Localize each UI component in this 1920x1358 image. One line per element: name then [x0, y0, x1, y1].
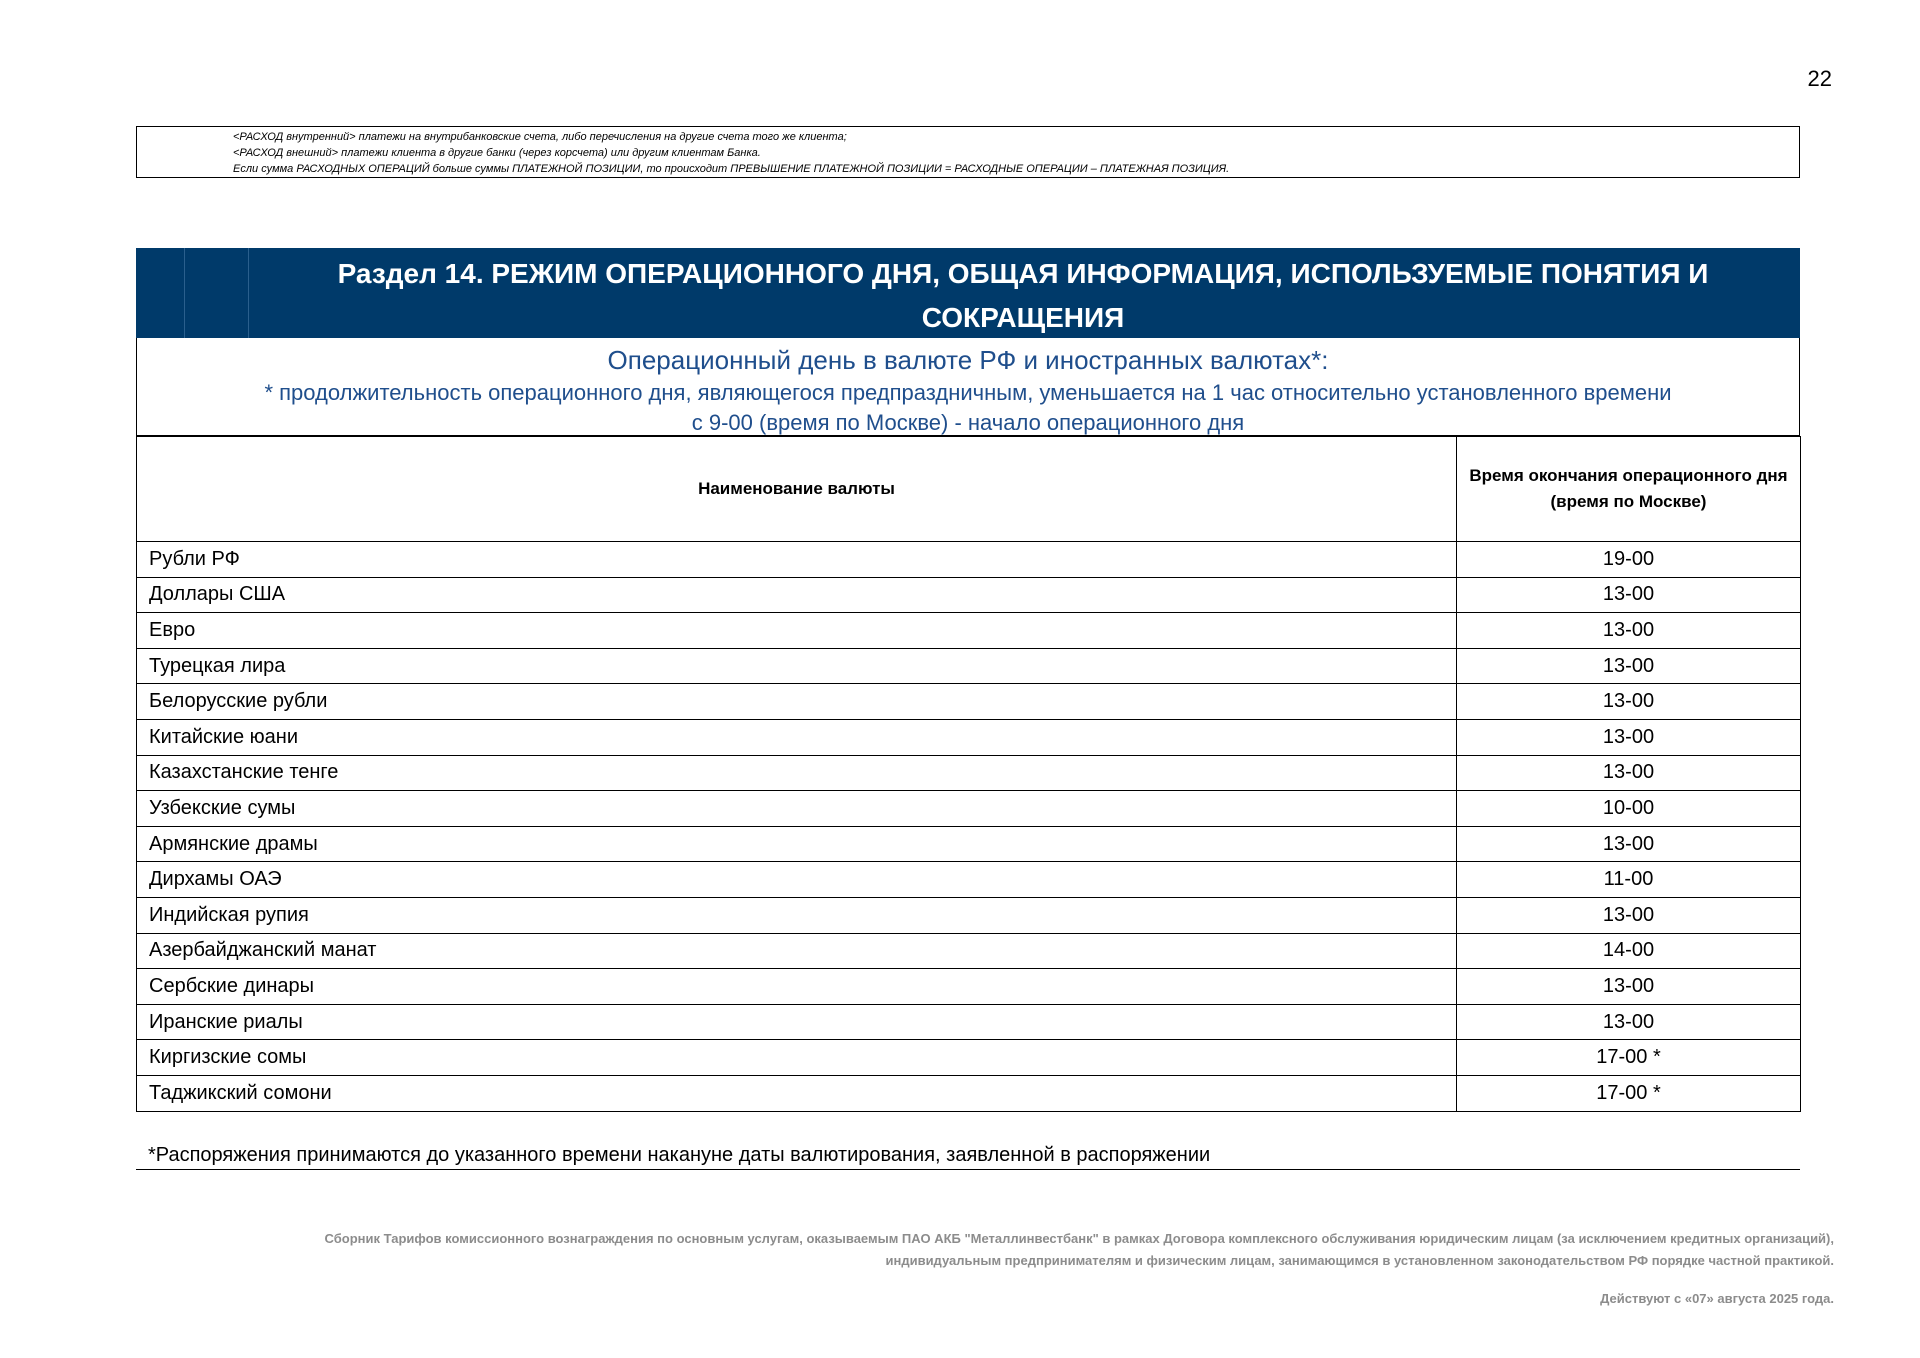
- footer-line2: индивидуальным предпринимателям и физическим лицам, занимающимся в установленном законодательством РФ порядке частной практикой.: [885, 1253, 1834, 1268]
- footer-valid-date: Действуют с «07» августа 2025 года.: [1600, 1291, 1834, 1306]
- section-subtitle: Операционный день в валюте РФ и иностранных валютах*:: [607, 345, 1329, 375]
- closing-time-cell: 13-00: [1457, 755, 1801, 791]
- closing-time-cell: 13-00: [1457, 897, 1801, 933]
- currency-name-cell: Узбекские сумы: [137, 791, 1457, 827]
- page-number: 22: [1807, 66, 1832, 91]
- table-row: [137, 791, 1801, 827]
- closing-time-cell: 17-00 *: [1457, 1040, 1801, 1076]
- currency-name-cell: Китайские юани: [137, 719, 1457, 755]
- currency-name-cell: Дирхамы ОАЭ: [137, 862, 1457, 898]
- footer-line1: Сборник Тарифов комиссионного вознаграждения по основным услугам, оказываемым ПАО АКБ "Металлинвестбанк" в рамках Договора комплексного обслуживания юридическим лицам (за исключением кредитных организаций),: [324, 1231, 1834, 1246]
- currency-name-cell: Казахстанские тенге: [137, 755, 1457, 791]
- closing-time-cell: 19-00: [1457, 542, 1801, 578]
- time-column-header: Время окончания операционного дня (время по Москве): [1457, 437, 1801, 542]
- closing-time-cell: 13-00: [1457, 1004, 1801, 1040]
- currency-name-cell: Белорусские рубли: [137, 684, 1457, 720]
- note-line: <РАСХОД внешний> платежи клиента в другие банки (через корсчета) или другим клиентам Банка.: [233, 147, 761, 159]
- closing-time-cell: 13-00: [1457, 577, 1801, 613]
- closing-time-cell: 17-00 *: [1457, 1075, 1801, 1111]
- table-row: [137, 862, 1801, 898]
- table-row: [137, 826, 1801, 862]
- table-row: [137, 542, 1801, 578]
- table-row: [137, 897, 1801, 933]
- section-subheader: [136, 338, 1800, 436]
- currency-name-cell: Иранские риалы: [137, 1004, 1457, 1040]
- table-row: [137, 1075, 1801, 1111]
- currency-name-cell: Киргизские сомы: [137, 1040, 1457, 1076]
- note-line: Если сумма РАСХОДНЫХ ОПЕРАЦИЙ больше суммы ПЛАТЕЖНОЙ ПОЗИЦИИ, то происходит ПРЕВЫШЕНИЕ ПЛАТЕЖНОЙ ПОЗИЦИИ = РАСХОДНЫЕ ОПЕРАЦИИ – ПЛАТЕЖНАЯ ПОЗИЦИЯ.: [233, 163, 1230, 175]
- table-row: [137, 969, 1801, 1005]
- closing-time-cell: 13-00: [1457, 613, 1801, 649]
- currency-name-cell: Евро: [137, 613, 1457, 649]
- closing-time-cell: 13-00: [1457, 719, 1801, 755]
- currency-name-cell: Армянские драмы: [137, 826, 1457, 862]
- currency-name-cell: Индийская рупия: [137, 897, 1457, 933]
- table-header-row: [137, 437, 1801, 542]
- table-row: [137, 577, 1801, 613]
- currency-column-header: Наименование валюты: [137, 437, 1457, 542]
- table-row: [137, 613, 1801, 649]
- closing-time-cell: 13-00: [1457, 648, 1801, 684]
- currency-name-cell: Таджикский сомони: [137, 1075, 1457, 1111]
- closing-time-cell: 14-00: [1457, 933, 1801, 969]
- notes-box: [136, 126, 1800, 178]
- table-row: [137, 755, 1801, 791]
- closing-time-cell: 13-00: [1457, 969, 1801, 1005]
- table-row: [137, 719, 1801, 755]
- closing-time-cell: 11-00: [1457, 862, 1801, 898]
- section-title: Раздел 14. РЕЖИМ ОПЕРАЦИОННОГО ДНЯ, ОБЩАЯ ИНФОРМАЦИЯ, ИСПОЛЬЗУЕМЫЕ ПОНЯТИЯ И СОКРАЩЕНИЯ: [337, 258, 1709, 333]
- currency-name-cell: Азербайджанский манат: [137, 933, 1457, 969]
- header-divider: [248, 248, 249, 338]
- currency-name-cell: Рубли РФ: [137, 542, 1457, 578]
- page-footer: [134, 1228, 1834, 1310]
- closing-time-cell: 13-00: [1457, 826, 1801, 862]
- section-note-line1: * продолжительность операционного дня, являющегося предпраздничным, уменьшается на 1 час относительно установленного времени: [264, 380, 1672, 405]
- closing-time-cell: 13-00: [1457, 684, 1801, 720]
- section-header: [136, 248, 1800, 338]
- table-row: [137, 1004, 1801, 1040]
- header-divider: [184, 248, 185, 338]
- currency-name-cell: Турецкая лира: [137, 648, 1457, 684]
- section-note-line2: с 9-00 (время по Москве) - начало операционного дня: [691, 410, 1245, 435]
- section-14: [136, 248, 1800, 1112]
- operational-day-table: [136, 436, 1801, 1112]
- table-row: [137, 684, 1801, 720]
- closing-time-cell: 10-00: [1457, 791, 1801, 827]
- table-row: [137, 933, 1801, 969]
- currency-name-cell: Сербские динары: [137, 969, 1457, 1005]
- table-row: [137, 1040, 1801, 1076]
- currency-name-cell: Доллары США: [137, 577, 1457, 613]
- table-row: [137, 648, 1801, 684]
- note-line: <РАСХОД внутренний> платежи на внутрибанковские счета, либо перечисления на другие счета того же клиента;: [233, 131, 847, 143]
- table-footnote: *Распоряжения принимаются до указанного времени накануне даты валютирования, заявленной в распоряжении: [136, 1142, 1800, 1170]
